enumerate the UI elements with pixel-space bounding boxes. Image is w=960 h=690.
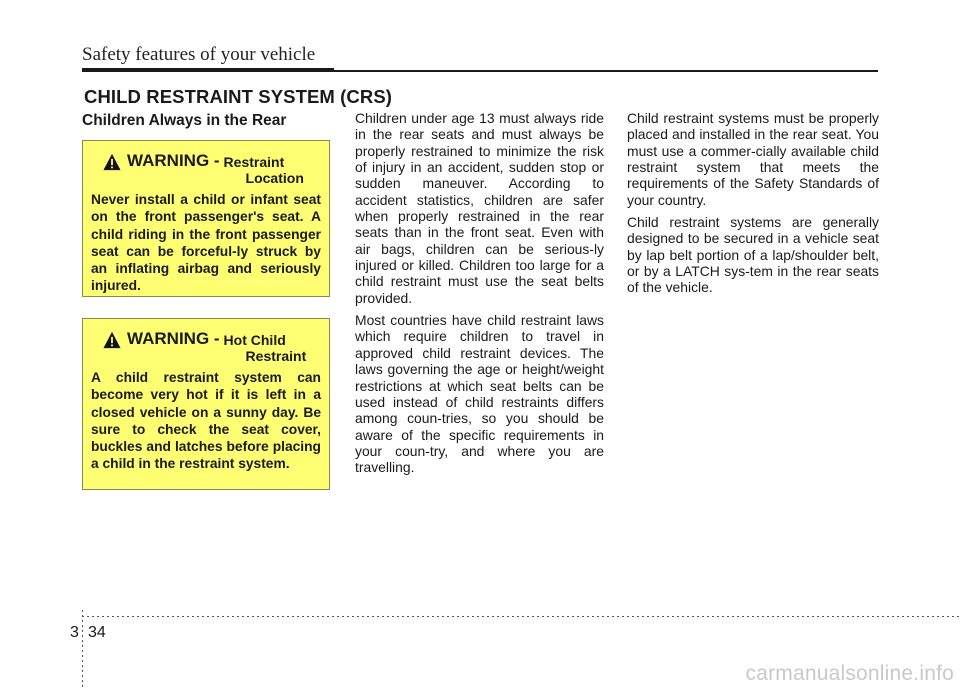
warning-triangle-icon [103, 331, 121, 349]
warning-header [103, 329, 321, 364]
body-column-middle [355, 110, 604, 482]
warning-label: WARNING - [127, 329, 220, 348]
page-number: 34 [88, 624, 106, 641]
paragraph: Children under age 13 must always ride in the rear seats and must always be properly restrained to minimize the risk of injury in an accident, sudden stop or sudden maneuver. According to accident statistics, children are safer when properly restrained in the rear seats than in the front seat. Even with air bags, children can be serious-ly injured or killed. Children too large for a child restraint must use the seat belts provided. [355, 110, 604, 306]
warning-subtitle-line1: Restraint [223, 154, 285, 170]
warning-subtitle [224, 154, 304, 186]
paragraph: Child restraint systems are generally designed to be secured in a vehicle seat by lap belt portion of a lap/shoulder belt, or by a LATCH sys-tem in the rear seats of the vehicle. [627, 214, 879, 296]
footer-divider-horizontal [82, 616, 960, 617]
warning-triangle-icon [103, 153, 121, 171]
paragraph: Most countries have child restraint laws which require children to travel in approved child restraint devices. The laws governing the age or height/weight restrictions at which seat belts can be used instead of child restraints differs among coun-tries, so you should be aware of the specific requirements in your coun-try, and where you are travelling. [355, 312, 604, 476]
warning-body: A child restraint system can become very hot if it is left in a closed vehicle on a sunny day. Be sure to check the seat cover, buckles and latches before placing a child in the restraint system. [91, 370, 321, 472]
sub-heading: Children Always in the Rear [82, 112, 287, 129]
warning-box-restraint-location [82, 140, 330, 297]
paragraph: Child restraint systems must be properly placed and installed in the rear seat. You must use a commer-cially available child restraint system that meets the requirements of the Safety Standards of your country. [627, 110, 879, 208]
warning-subtitle-line1: Hot Child [223, 332, 286, 348]
warning-subtitle-line2: Location [245, 170, 304, 186]
chapter-number: 3 [70, 624, 79, 641]
warning-box-hot-child-restraint [82, 318, 330, 490]
footer-divider-vertical [82, 610, 83, 690]
header-rule-thin [334, 70, 878, 72]
warning-body: Never install a child or infant seat on the front passenger's seat. A child riding in the front passenger seat can be forceful-ly struck by an inflating airbag and seriously injured. [91, 192, 321, 294]
body-column-right [627, 110, 879, 302]
warning-label: WARNING - [127, 151, 220, 170]
section-title: CHILD RESTRAINT SYSTEM (CRS) [84, 86, 393, 107]
warning-subtitle-line2: Restraint [245, 348, 307, 364]
page-header-title: Safety features of your vehicle [82, 44, 316, 65]
watermark: carmanualsonline.info [745, 662, 954, 685]
warning-header [103, 151, 321, 186]
header-rule [82, 68, 334, 72]
warning-subtitle [224, 332, 307, 364]
